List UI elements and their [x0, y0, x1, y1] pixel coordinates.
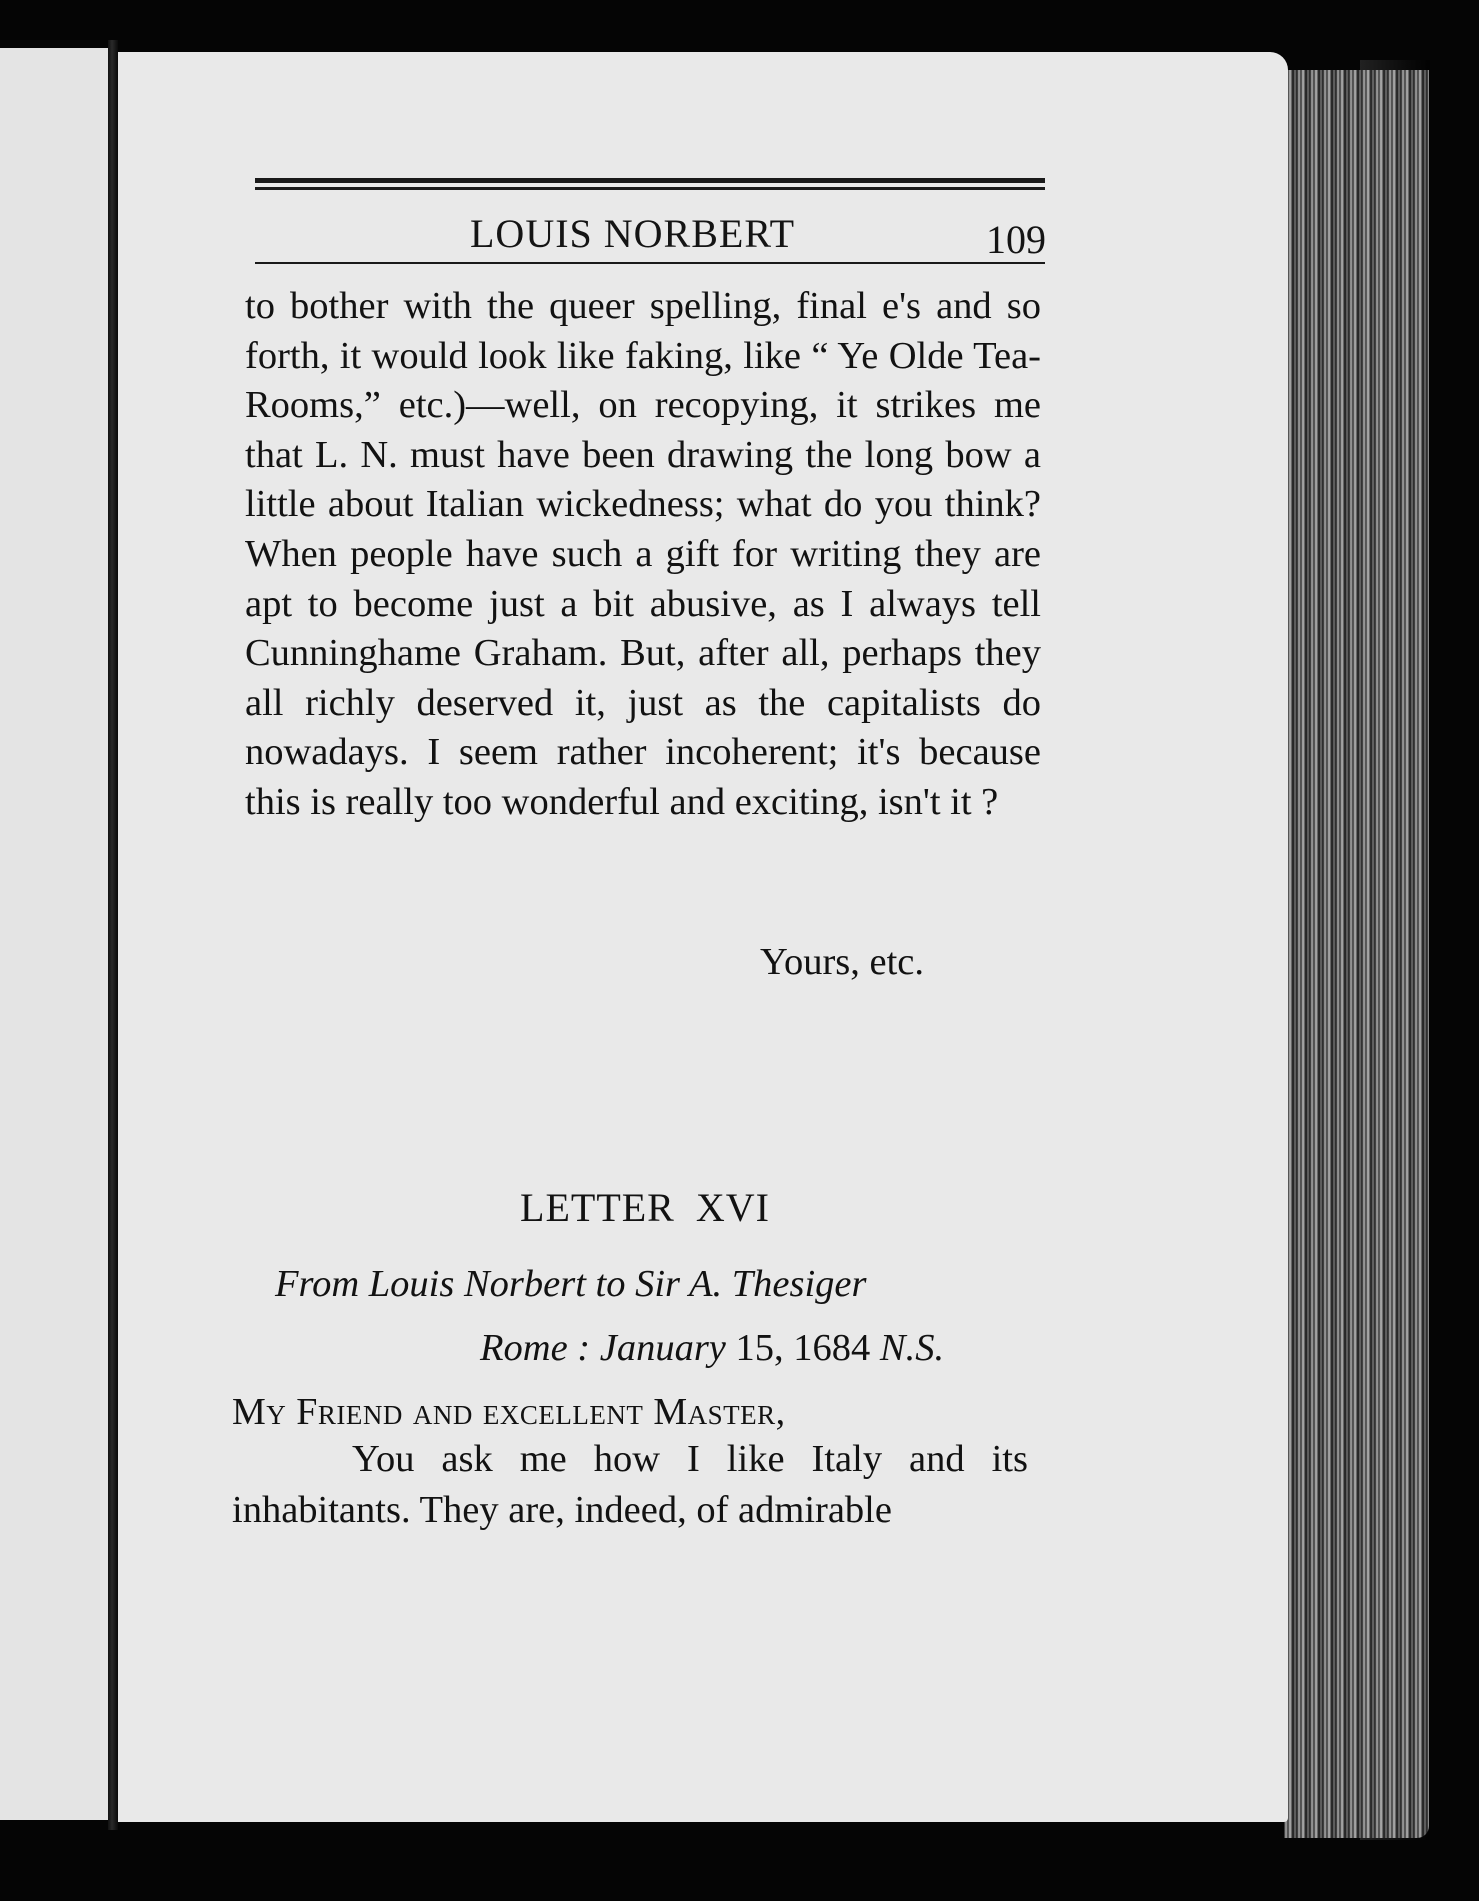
- letter-date-day-year: 15, 1684: [735, 1327, 871, 1369]
- letter-body-text: You ask me how I like Italy and its inhabitants. They are, indeed, of admirable: [232, 1438, 1028, 1531]
- running-head-title: LOUIS NORBERT: [470, 211, 796, 256]
- letter-body: [232, 1434, 1028, 1536]
- header-rule-bottom: [255, 262, 1045, 264]
- letter-from-line: From Louis Norbert to Sir A. Thesiger: [275, 1263, 867, 1305]
- previous-page-edge: [0, 48, 112, 1820]
- letter-heading-numeral: XVI: [695, 1185, 770, 1230]
- body-paragraph-text: to bother with the queer spelling, final e's and so forth, it would look like faking, like “ Ye Olde Tea-Rooms,” etc.)—well, on recopying, it strikes me that L. N. must have been drawing the long bow a little about Italian wickedness; what do you think? When people have such a gift for writing they are apt to become just a bit abusive, as I always tell Cunninghame Graham. But, after all, perhaps they all richly deserved it, just as the capitalists do nowadays. I seem rather incoherent; it's because this is really too wonderful and exciting, isn't it ?: [245, 285, 1041, 823]
- letter-heading-word: LETTER: [520, 1185, 675, 1230]
- body-paragraph: [245, 282, 1041, 828]
- letter-heading: [0, 1184, 1290, 1231]
- letter-salutation: My Friend and excellent Master,: [232, 1391, 786, 1433]
- page-number: 109: [986, 217, 1046, 262]
- letter-date-place: Rome : January: [480, 1327, 726, 1369]
- letter-date-line: [480, 1326, 944, 1370]
- letter-closing: Yours, etc.: [760, 941, 925, 983]
- stacked-page-edges: [1284, 70, 1429, 1838]
- header-rule-top: [255, 178, 1045, 190]
- book-gutter: [108, 40, 118, 1830]
- letter-date-style: N.S.: [879, 1327, 945, 1369]
